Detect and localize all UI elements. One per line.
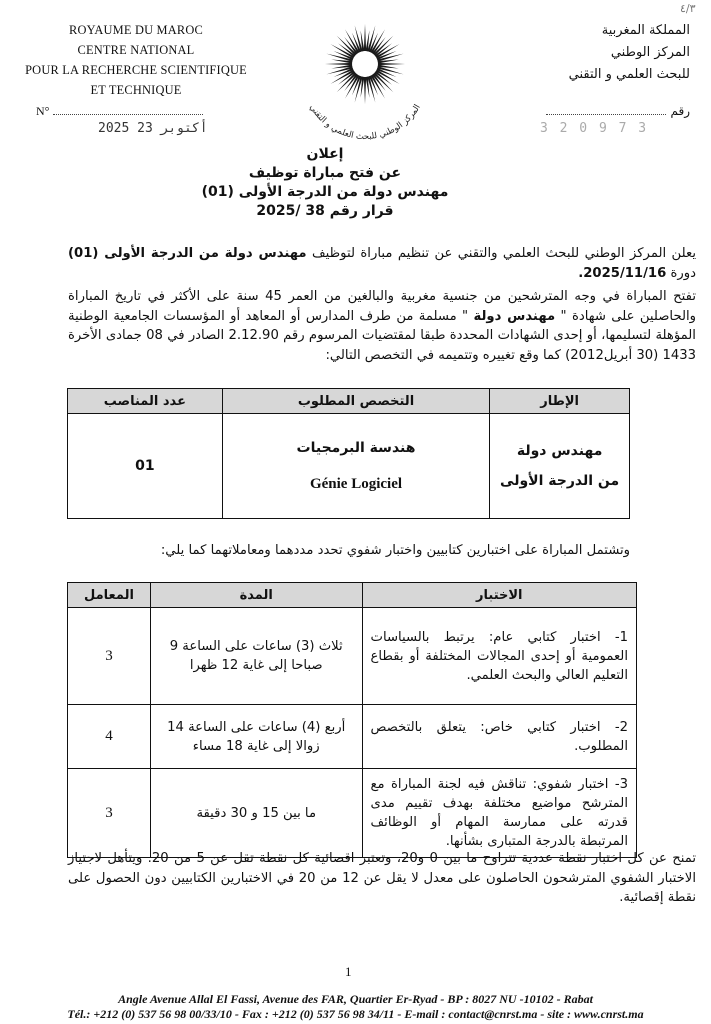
positions-table bbox=[67, 388, 630, 519]
number-label-ar: رقم bbox=[670, 104, 690, 118]
column-header: الإطار bbox=[490, 389, 630, 414]
table-header-row bbox=[68, 583, 637, 608]
duration-cell: ما بين 15 و 30 دقيقة bbox=[150, 769, 362, 858]
number-field-fr bbox=[36, 104, 203, 119]
exams-table bbox=[67, 582, 637, 858]
coefficient-cell: 3 bbox=[68, 608, 151, 705]
title-line: عن فتح مباراة توظيف bbox=[248, 165, 402, 181]
header-ar-line: المملكة المغربية bbox=[601, 23, 690, 38]
column-header: المعامل bbox=[68, 583, 151, 608]
table-row bbox=[68, 608, 637, 705]
footer-address: Angle Avenue Allal El Fassi, Avenue des FAR, Quartier Er-Ryad - BP : 8027 NU -10102 - Rabat bbox=[118, 992, 593, 1006]
header-arabic bbox=[500, 20, 690, 86]
specialty-arabic: هندسة البرمجيات bbox=[296, 439, 416, 456]
table-row bbox=[68, 414, 630, 519]
header-french bbox=[20, 20, 252, 100]
title-line: مهندس دولة من الدرجة الأولى (01) bbox=[201, 184, 449, 200]
specialty-french: Génie Logiciel bbox=[309, 475, 403, 492]
coefficient-cell: 3 bbox=[68, 769, 151, 858]
positions-count: 01 bbox=[68, 414, 223, 519]
stamp-reference: 3 2 0 9 7 3 bbox=[540, 121, 649, 136]
footer-contact: Tél.: +212 (0) 537 56 98 00/33/10 - Fax : +212 (0) 537 56 98 34/11 - E-mail : contact@cnrst.ma - site : www.cnrst.ma bbox=[67, 1007, 644, 1021]
column-header: عدد المناصب bbox=[68, 389, 223, 414]
intro-date: 2025/11/16. bbox=[578, 265, 667, 281]
table-row bbox=[68, 769, 637, 858]
duration-cell: ثلاث (3) ساعات على الساعة 9 صباحا إلى غاية 12 ظهرا bbox=[150, 608, 362, 705]
cadre-cell bbox=[490, 414, 630, 519]
specialty-cell bbox=[222, 414, 489, 519]
cadre-line: مهندس دولة bbox=[516, 443, 603, 459]
stamp-date: 2025 أكتوبر 23 bbox=[98, 121, 208, 136]
cadre-line: من الدرجة الأولى bbox=[500, 473, 620, 489]
table-row bbox=[68, 705, 637, 769]
closing-paragraph: تمنح عن كل اختبار نقطة عددية تتراوح ما بين 0 و20، وتعتبر اقصائية كل نقطة تقل عن 5 من 20. ويتأهل لاجتياز الاختبار الشفوي المترشحون الحاصلون على معدل لا يقل عن 12 من 20 في الاختبارين الكتابيين دون الحصول على نقطة إقصائية. bbox=[68, 851, 696, 905]
duration-cell: أربع (4) ساعات على الساعة 14 زوالا إلى غاية 18 مساء bbox=[150, 705, 362, 769]
exam-cell: 2- اختبار كتابي خاص: يتعلق بالتخصص المطلوب. bbox=[362, 705, 636, 769]
logo-text: المركز الوطني للبحث العلمي و التقني bbox=[307, 102, 423, 141]
column-header: المدة bbox=[150, 583, 362, 608]
header-ar-line: المركز الوطني bbox=[610, 45, 690, 60]
page-number: 1 bbox=[345, 964, 352, 979]
svg-text:المركز الوطني للبحث العلمي و ا bbox=[307, 103, 423, 141]
intro-text: دورة bbox=[666, 265, 696, 281]
coefficient-cell: 4 bbox=[68, 705, 151, 769]
header-fr-line: POUR LA RECHERCHE SCIENTIFIQUE bbox=[25, 63, 247, 77]
intro-bold-position: مهندس دولة من الدرجة الأولى (01) bbox=[68, 246, 307, 261]
number-label-fr: N° bbox=[36, 104, 50, 118]
column-header: الاختبار bbox=[362, 583, 636, 608]
header-fr-line: ET TECHNIQUE bbox=[90, 83, 182, 97]
table-header-row bbox=[68, 389, 630, 414]
exam-cell: 3- اختبار شفوي: تناقش فيه لجنة المباراة مع المترشح مواضيع مختلفة بهدف تقييم مدى قدرته على ممارسة المهام أو الوظائف المرتبطة بالدرجة المتبارى بشأنها. bbox=[362, 769, 636, 858]
corner-mark: ٤/٣ bbox=[680, 2, 696, 15]
exams-intro: وتشتمل المباراة على اختبارين كتابيين واختبار شفوي تحدد مددهما ومعاملاتهما كما يلي: bbox=[160, 543, 630, 558]
eligibility-paragraph bbox=[68, 287, 696, 365]
header-fr-line: ROYAUME DU MAROC bbox=[68, 23, 203, 37]
header-fr-line: CENTRE NATIONAL bbox=[77, 43, 195, 57]
exam-cell: 1- اختبار كتابي عام: يرتبط بالسياسات العمومية أو إحدى المجالات المختلفة أو بقطاع التعليم العالي والبحث العلمي. bbox=[362, 608, 636, 705]
column-header: التخصص المطلوب bbox=[222, 389, 489, 414]
cnrst-logo bbox=[290, 16, 440, 141]
eligibility-text: " مسلمة من طرف المدارس أو المعاهد أو المؤسسات الجامعية الوطنية المؤهلة لتسليمها، أو إحدى الشهادات المحددة طبقا لمقتضيات المرسوم رقم 2.12.90 الصادر في 08 جمادى الأخرة 1433 (30 أبريل2012) كما وقع تغييره وتتميمه في التخصص التالي: bbox=[68, 308, 696, 363]
announcement-title bbox=[200, 145, 450, 221]
title-line: إعلان bbox=[306, 146, 344, 162]
title-line: قرار رقم 38 /2025 bbox=[256, 203, 394, 219]
eligibility-bold: مهندس دولة bbox=[473, 308, 556, 324]
intro-text: يعلن المركز الوطني للبحث العلمي والتقني عن تنظيم مباراة لتوظيف bbox=[306, 246, 696, 261]
eligibility-text: تفتح المباراة في وجه المترشحين من جنسية مغربية والبالغين من العمر 45 سنة على الأكثر في تاريخ المباراة والحاصلين على شهادة " bbox=[68, 289, 697, 324]
header-ar-line: للبحث العلمي و التقني bbox=[568, 67, 690, 82]
number-field-ar bbox=[520, 104, 690, 118]
intro-paragraph bbox=[68, 244, 696, 283]
